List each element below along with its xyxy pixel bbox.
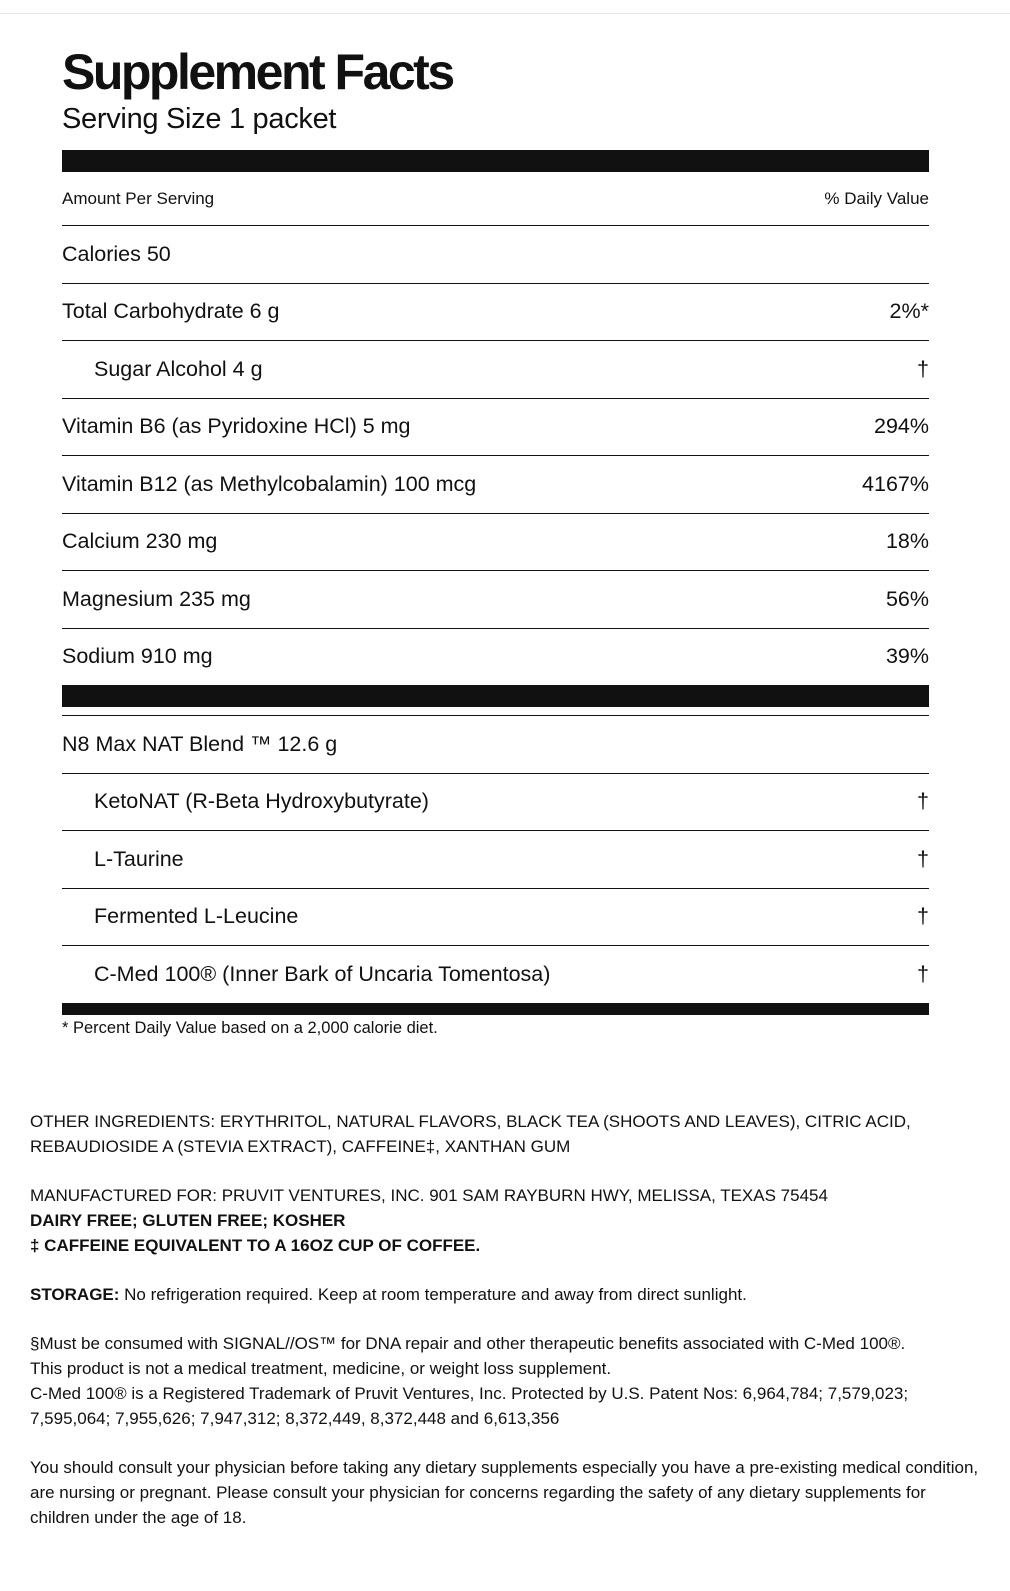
blend-dv: † bbox=[917, 904, 929, 929]
blend-dv: † bbox=[917, 846, 929, 871]
nutrient-name: Sodium 910 mg bbox=[62, 644, 213, 669]
label-notes bbox=[30, 1109, 980, 1554]
blend-name: C-Med 100® (Inner Bark of Uncaria Tomentosa) bbox=[94, 961, 551, 986]
table-row bbox=[62, 226, 929, 284]
table-row bbox=[62, 629, 929, 686]
nutrient-name: Vitamin B6 (as Pyridoxine HCl) 5 mg bbox=[62, 414, 411, 439]
table-row bbox=[62, 946, 929, 1003]
nutrient-name: Sugar Alcohol 4 g bbox=[94, 356, 263, 381]
nutrient-dv: † bbox=[917, 356, 929, 381]
nutrient-name: Total Carbohydrate 6 g bbox=[62, 299, 280, 324]
thick-divider bbox=[62, 1003, 929, 1015]
table-row bbox=[62, 571, 929, 629]
table-row bbox=[62, 774, 929, 832]
table-row bbox=[62, 456, 929, 514]
blend-dv: † bbox=[917, 789, 929, 814]
nutrient-dv: 18% bbox=[885, 529, 929, 554]
storage-info bbox=[30, 1282, 980, 1307]
blend-dv: † bbox=[917, 961, 929, 986]
blend-name: N8 Max NAT Blend ™ 12.6 g bbox=[62, 731, 338, 756]
table-row bbox=[62, 514, 929, 572]
nutrient-name: Calories 50 bbox=[62, 241, 171, 266]
table-row bbox=[62, 716, 929, 774]
thick-divider bbox=[62, 150, 929, 172]
table-row bbox=[62, 889, 929, 947]
nutrient-name: Magnesium 235 mg bbox=[62, 586, 251, 611]
supplement-facts-panel bbox=[62, 150, 929, 1038]
legal-block bbox=[30, 1331, 980, 1431]
storage-text: No refrigeration required. Keep at room temperature and away from direct sunlight. bbox=[119, 1285, 747, 1304]
table-row bbox=[62, 399, 929, 457]
table-row bbox=[62, 831, 929, 889]
page-title: Supplement Facts bbox=[62, 44, 453, 100]
thick-divider bbox=[62, 685, 929, 707]
table-row bbox=[62, 341, 929, 399]
nutrient-dv: 294% bbox=[874, 414, 929, 439]
manufacturer-block bbox=[30, 1183, 980, 1258]
consult-physician-warning: You should consult your physician before taking any dietary supplements especially you have a pre-existing medical condition, are nursing or pregnant. Please consult your physician for concerns regarding the safety of any dietary supplements for children under the age of 18. bbox=[30, 1458, 979, 1527]
storage-label: STORAGE: bbox=[30, 1285, 120, 1304]
table-header bbox=[62, 172, 929, 226]
nutrient-dv: 4167% bbox=[862, 471, 929, 496]
caffeine-note: ‡ CAFFEINE EQUIVALENT TO A 16OZ CUP OF COFFEE. bbox=[30, 1236, 481, 1255]
trademark-notice: C-Med 100® is a Registered Trademark of Pruvit Ventures, Inc. Protected by U.S. Patent Nos: 6,964,784; 7,579,023; 7,595,064; 7,955,626; 7,947,312; 8,372,449, 8,372,448 and 6,613,356 bbox=[30, 1384, 909, 1428]
blend-name: KetoNAT (R-Beta Hydroxybutyrate) bbox=[94, 789, 429, 814]
blend-name: L-Taurine bbox=[94, 846, 184, 871]
allergen-info: DAIRY FREE; GLUTEN FREE; KOSHER bbox=[30, 1211, 346, 1230]
amount-per-serving-label: Amount Per Serving bbox=[62, 188, 215, 208]
daily-value-label: % Daily Value bbox=[824, 188, 929, 208]
nutrient-dv: 39% bbox=[885, 644, 929, 669]
not-medical-disclaimer: This product is not a medical treatment, medicine, or weight loss supplement. bbox=[30, 1359, 612, 1378]
blend-name: Fermented L-Leucine bbox=[94, 904, 299, 929]
serving-size: Serving Size 1 packet bbox=[62, 103, 337, 135]
other-ingredients: OTHER INGREDIENTS: ERYTHRITOL, NATURAL FLAVORS, BLACK TEA (SHOOTS AND LEAVES), CITRIC ACID, REBAUDIOSIDE A (STEVIA EXTRACT), CAFFEINE‡, XANTHAN GUM bbox=[30, 1112, 911, 1156]
nutrient-dv: 56% bbox=[885, 586, 929, 611]
manufactured-for: MANUFACTURED FOR: PRUVIT VENTURES, INC. 901 SAM RAYBURN HWY, MELISSA, TEXAS 75454 bbox=[30, 1186, 828, 1205]
nutrient-dv: 2%* bbox=[889, 299, 929, 324]
table-row bbox=[62, 284, 929, 342]
daily-value-footnote: * Percent Daily Value based on a 2,000 calorie diet. bbox=[62, 1018, 438, 1037]
nutrient-name: Vitamin B12 (as Methylcobalamin) 100 mcg bbox=[62, 471, 477, 496]
top-divider bbox=[0, 13, 1010, 14]
nutrient-name: Calcium 230 mg bbox=[62, 529, 218, 554]
thin-divider bbox=[62, 707, 929, 716]
signal-note: §Must be consumed with SIGNAL//OS™ for DNA repair and other therapeutic benefits associated with C-Med 100®. bbox=[30, 1334, 906, 1353]
